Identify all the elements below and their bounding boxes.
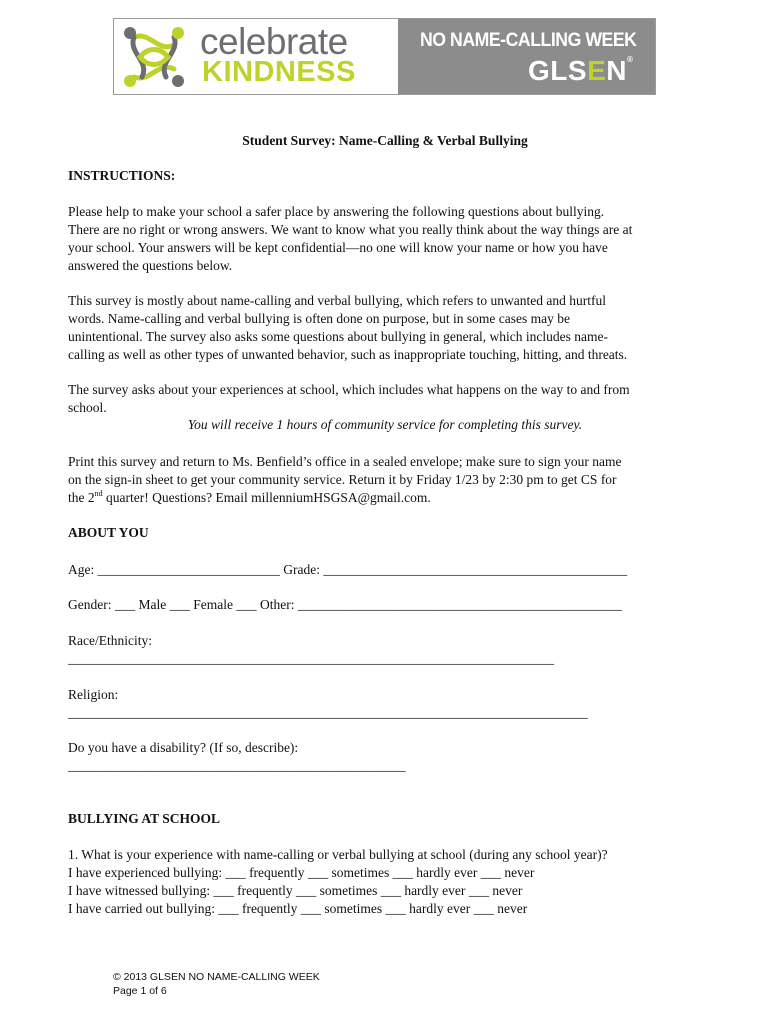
p4-line3-sup: nd — [94, 489, 103, 498]
disability-label: Do you have a disability? (If so, describe): — [68, 740, 299, 755]
question-1-carried-out[interactable]: I have carried out bullying: ___ frequently ___ sometimes ___ hardly ever ___ never — [68, 901, 528, 916]
disability-field[interactable]: __________________________________________________ — [68, 758, 406, 773]
instructions-p1-line2: There are no right or wrong answers. We want to know what you really think about the way things are at — [68, 222, 633, 237]
religion-label: Religion: — [68, 687, 119, 702]
bullying-heading: BULLYING AT SCHOOL — [68, 811, 221, 826]
instructions-heading: INSTRUCTIONS: — [68, 168, 176, 183]
footer-copyright: © 2013 GLSEN NO NAME-CALLING WEEK — [113, 971, 320, 983]
glsen-logo-gls: GLS — [528, 55, 588, 86]
race-ethnicity-label: Race/Ethnicity: — [68, 633, 152, 648]
question-1-witnessed[interactable]: I have witnessed bullying: ___ frequently ___ sometimes ___ hardly ever ___ never — [68, 883, 523, 898]
instructions-p4-line1: Print this survey and return to Ms. Benfield’s office in a sealed envelope; make sure to sign your name — [68, 454, 622, 469]
instructions-p1-line3: your school. Your answers will be kept confidential—no one will know your name or how you have — [68, 240, 608, 255]
question-1-experienced[interactable]: I have experienced bullying: ___ frequently ___ sometimes ___ hardly ever ___ never — [68, 865, 535, 880]
question-1: 1. What is your experience with name-calling or verbal bullying at school (during any school year)? — [68, 847, 608, 862]
p4-line3-pre: the 2 — [68, 490, 95, 505]
glsen-logo-n: N — [606, 55, 627, 86]
instructions-p3-line2: school. — [68, 400, 107, 415]
gender-field[interactable]: Gender: ___ Male ___ Female ___ Other: ________________________________________________ — [68, 597, 622, 612]
religion-field[interactable]: _____________________________________________________________________________ — [68, 705, 588, 720]
instructions-p3-line1: The survey asks about your experiences at school, which includes what happens on the way to and from — [68, 382, 630, 397]
header-banner — [113, 18, 656, 95]
age-grade-field[interactable]: Age: ___________________________ Grade: _____________________________________________ — [68, 562, 628, 577]
instructions-p4-line3 — [68, 489, 431, 507]
celebrate-kindness-logo — [114, 19, 398, 94]
footer-page-number: Page 1 of 6 — [113, 985, 167, 997]
instructions-p2-line3: unintentional. The survey also asks some questions about bullying in general, which includes name- — [68, 329, 609, 344]
survey-title: Student Survey: Name-Calling & Verbal Bullying — [242, 133, 528, 148]
instructions-p1-line1: Please help to make your school a safer place by answering the following questions about bullying. — [68, 204, 605, 219]
celebrate-kindness-knot-logo — [120, 23, 188, 91]
glsen-panel — [398, 19, 655, 94]
community-service-note: You will receive 1 hours of community service for completing this survey. — [187, 417, 583, 432]
instructions-p4-line2: on the sign-in sheet to get your community service. Return it by Friday 1/23 by 2:30 pm to get CS for — [68, 472, 617, 487]
race-ethnicity-field[interactable]: ________________________________________________________________________ — [68, 651, 554, 666]
celebrate-wordmark: celebrate — [200, 21, 348, 62]
no-name-calling-week-title: NO NAME-CALLING WEEK — [420, 30, 637, 51]
instructions-p1-line4: answered the questions below. — [68, 258, 233, 273]
kindness-wordmark: KINDNESS — [202, 56, 356, 88]
instructions-p2-line4: calling as well as other types of unwanted behavior, such as inappropriate touching, hitting, and threats. — [68, 347, 628, 362]
instructions-p2-line1: This survey is mostly about name-calling and verbal bullying, which refers to unwanted and hurtful — [68, 293, 606, 308]
about-you-heading: ABOUT YOU — [68, 525, 149, 540]
instructions-p2-line2: words. Name-calling and verbal bullying is often done on purpose, but in some cases may be — [68, 311, 571, 326]
glsen-logo-e: E — [587, 55, 607, 86]
p4-line3-post: quarter! Questions? Email millenniumHSGSA@gmail.com. — [102, 490, 431, 505]
registered-mark: ® — [626, 55, 634, 64]
glsen-logo — [528, 55, 633, 87]
